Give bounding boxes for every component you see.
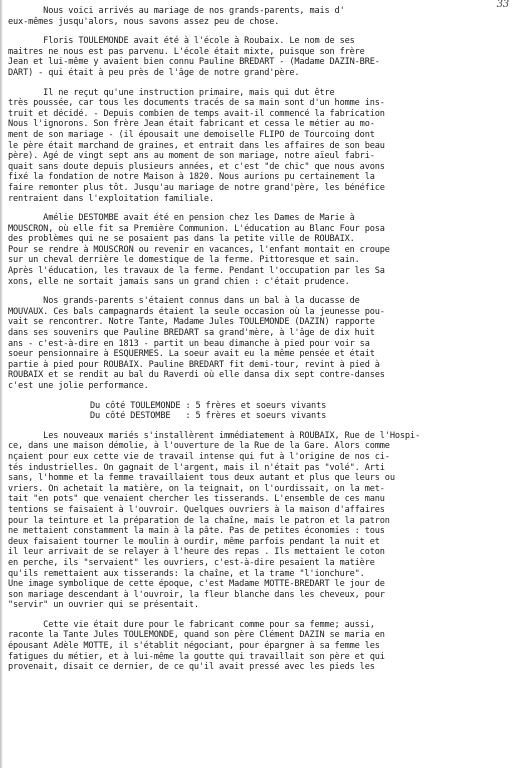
text-line: partie à pied pour ROUBAIX. Pauline BREDART fit demi-tour, revint à pied à [8,359,380,370]
text-line: sans, l'homme et la femme travaillaient tous deux autant et plus que leurs ou [8,473,395,484]
text-line: père). Agé de vingt sept ans au moment de son mariage, notre aïeul fabri- [8,151,375,162]
text-line: il leur arrivait de se relayer à l'heure des repas . Ils mettaient le coton [8,547,385,558]
text-line: rentraient dans l'exploitation familiale. [8,193,214,204]
text-line: épousant Adèle MOTTE, il s'établit négociant, pour épargner à sa femme les [8,641,380,652]
text-line: le père était marchand de graines, et entrait dans les affaires de son beau [8,140,385,151]
text-line: soeur pensionnaire à ESQUERMES. La soeur avait eu la même pensée et était [8,349,375,360]
text-line: en perche, ils "servaient" les ouvriers, c'est-à-dire pesaient la matière [8,557,375,568]
text-line: fatigues du métier, et à lui-même la goutte qui travaillait son père et qui [8,651,385,662]
paragraph-amelie [8,213,513,287]
text-line: Nous voici arrivés au mariage de nos grands-parents, mais d' [8,6,345,16]
text-line: c'est une jolie performance. [8,381,149,391]
text-line: Amélie DESTOMBE avait été en pension chez les Dames de Marie à [8,213,355,224]
text-line: MOUSCRON, où elle fit sa Première Communion. L'éducation au Blanc Four posa [8,223,385,234]
text-line: ce, dans une maison démolie, à l'ouverture de la Rue de la Gare. Alors comme [8,441,390,452]
text-line: Cette vie était dure pour le fabricant comme pour sa femme; aussi, [8,619,375,630]
text-line: tés industrielles. On gagnait de l'argent, mais il n'était pas "volé". Arti [8,462,385,473]
text-line: très poussée, car tous les documents tracés de sa main sont d'un homme ins- [8,98,385,109]
text-line: ROUBAIX et se rendit au bal du Raverdi où elle dansa dix sept contre-danses [8,370,385,381]
text-line: Floris TOULEMONDE avait été à l'école à Roubaix. Le nom de ses [8,36,355,47]
text-line: Les nouveaux mariés s'installèrent immédiatement à ROUBAIX, Rue de l'Hospi- [8,430,420,441]
text-line: vait se rencontrer. Notre Tante, Madame Jules TOULEMONDE (DAZIN) rapporte [8,317,375,328]
text-line: DART) - qui était à peu près de l'âge de notre grand'père. [8,67,300,78]
scan-edge [0,0,3,768]
paragraph-instruction [8,88,513,205]
text-line: truit et décidé. - Depuis combien de temps avait-il commencé la fabrication [8,108,385,119]
text-line: Après l'éducation, les travaux de la ferme. Pendant l'occupation par les Sa [8,266,385,277]
text-line: deux faisaient tourner le moulin à ourdir, même parfois pendant la nuit et [8,536,380,547]
text-line: eux-mêmes jusqu'alors, nous savons assez peu de chose. [8,16,280,27]
text-line: ans - c'est-à-dire en 1813 - partit un beau dimanche à pied pour voir sa [8,338,370,349]
text-line: raconte la Tante Jules TOULEMONDE, quand son père Clément DAZIN se maria en [8,630,385,641]
text-line: nçaient pour eux cette vie de travail intense qui fut à l'origine de nos ci- [8,451,390,462]
text-line: ment de son mariage - (il épousait une demoiselle FLIPO de Tourcoing dont [8,129,375,140]
text-line: sur un cheval derrière le domestique de la ferme. Pittoresque et sain. [8,255,360,266]
paragraph-wedding-intro [8,6,513,27]
text-line: dans ses souvenirs que Pauline BREDART sa grand'mère, à l'âge de dix huit [8,328,375,339]
text-line: "servir" un ouvrier qui se présentait. [8,600,199,611]
siblings-destombe: Du côté DESTOMBE : 5 frères et soeurs vivants [90,411,327,422]
text-line: faire remonter plus tôt. Jusqu'au mariage de notre grand'père, les bénéfice [8,182,385,193]
text-line: Nos grands-parents s'étaient connus dans un bal à la ducasse de [8,296,360,307]
paragraph-newlyweds [8,431,513,611]
paragraph-hard-life [8,620,513,673]
text-line: vriers. On achetait la matière, on la teignait, on l'ourdissait, on la met- [8,483,385,494]
paragraph-school [8,36,513,78]
paragraph-ball [8,296,513,391]
siblings-toulemonde: Du côté TOULEMONDE : 5 frères et soeurs vivants [90,400,327,411]
text-line: Une image symbolique de cette époque, c'est Madame MOTTE-BREDART le jour de [8,579,385,590]
text-line: tait "en pots" que venaient chercher les tisserands. L'ensemble de ces manu [8,494,385,505]
text-line: MOUVAUX. Ces bals campagnards étaient la seule occasion où la jeunesse pou- [8,306,385,317]
text-line: qu'ils remettaient aux tisserands: la chaîne, et la trame "l'ionchure". [8,568,365,579]
text-line: provenait, disait ce dernier, de ce qu'il avait pressé avec les pieds les [8,662,375,673]
text-line: Pour se rendre à MOUSCRON ou revenir en vacances, l'enfant montait en croupe [8,244,390,255]
text-line: quait sans doute depuis plusieurs années, et c'est "de chic" que nous avons [8,161,385,172]
text-line: des problèmes qui ne se posaient pas dans la petite ville de ROUBAIX. [8,234,355,245]
text-line: xons, elle ne sortait jamais sans un grand chien : c'était prudence. [8,276,350,287]
text-line: Nous l'ignorons. Son frère Jean était fabricant et cessa le métier au mo- [8,119,375,130]
text-line: fixé la fondation de notre Maison à 1820. Nous aurions pu certainement la [8,172,375,183]
text-line: pour la teinture et la préparation de la chaîne, mais le patron et la patron [8,515,390,526]
text-line: son mariage descendant à l'ouvroir, la fleur blanche dans les cheveux, pour [8,589,385,600]
page-number: 33 [496,0,509,10]
text-line: maitres ne nous est pas parvenu. L'école était mixte, puisque son frère [8,46,365,57]
text-line: Jean et lui-même y avaient bien connu Pauline BREDART - (Madame DAZIN-BRE- [8,57,380,68]
text-line: tentions se faisaient à l'ouvroir. Quelques ouvriers à la maison d'affaires [8,504,385,515]
siblings-summary [8,401,513,422]
text-line: ne mettaient constamment la main à la pâte. Pas de petites économies : tous [8,526,385,537]
text-line: Il ne reçut qu'une instruction primaire, mais qui dut être [8,87,335,98]
